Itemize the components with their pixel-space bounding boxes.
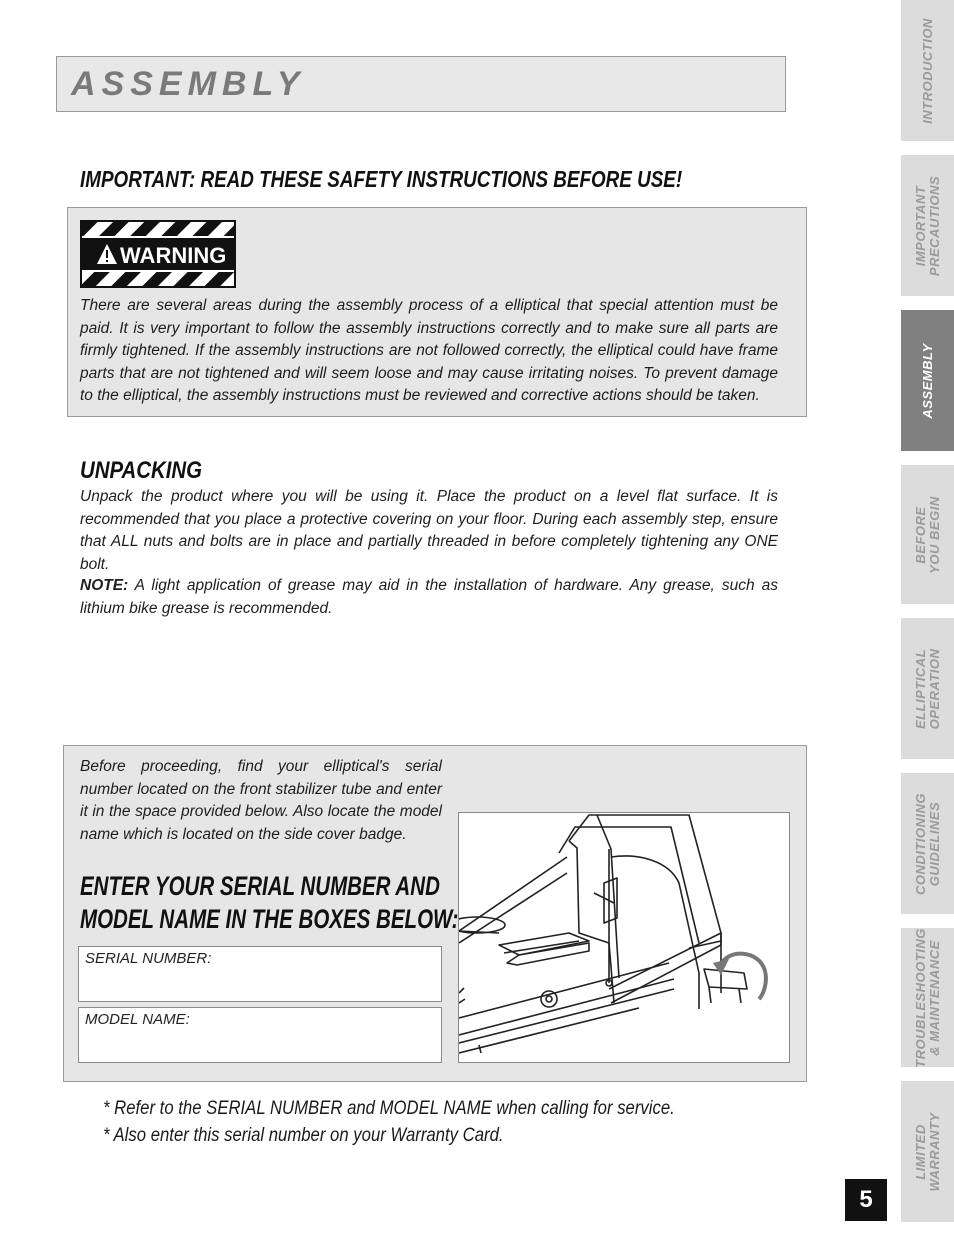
tab-troubleshooting-maintenance[interactable]	[901, 928, 954, 1067]
tab-assembly[interactable]	[901, 310, 954, 451]
enter-heading-line-1: ENTER YOUR SERIAL NUMBER AND	[80, 871, 440, 901]
warning-sign-label: WARNING	[120, 243, 227, 268]
serial-intro-text: Before proceeding, find your elliptical's serial number located on the front stabilizer tube and enter it in the space provided below. Also locate the model name which is located on the side cover badge.	[80, 758, 442, 843]
unpacking-heading: UNPACKING	[80, 457, 203, 484]
enter-serial-heading	[80, 870, 459, 936]
tab-conditioning-guidelines[interactable]	[901, 773, 954, 914]
tab-label: CONDITIONING GUIDELINES	[912, 792, 942, 895]
tab-label: ASSEMBLY	[919, 342, 935, 419]
footnotes	[103, 1095, 675, 1149]
warning-text: There are several areas during the assembly process of a elliptical that special attention must be paid. It is very important to follow the assembly instructions correctly and to make sure all parts are firmly tightened. If the assembly instructions are not followed correctly, the elliptical could have frame parts that are not tightened and will seem loose and may cause irritating noises. To prevent damage to the elliptical, the assembly instructions must be reviewed and corrective actions should be taken.	[80, 297, 778, 404]
tab-label: INTRODUCTION	[919, 17, 935, 124]
tab-introduction[interactable]	[901, 0, 954, 141]
serial-panel	[63, 745, 807, 1082]
tab-label: BEFORE YOU BEGIN	[912, 495, 942, 574]
model-name-field[interactable]	[78, 1007, 442, 1063]
warning-sign	[80, 220, 236, 288]
page-number: 5	[845, 1179, 887, 1221]
note-label: NOTE:	[80, 577, 129, 594]
note-text	[80, 575, 778, 620]
section-title: ASSEMBLY	[71, 65, 306, 103]
tab-limited-warranty[interactable]	[901, 1081, 954, 1222]
tab-elliptical-operation[interactable]	[901, 618, 954, 759]
serial-number-field[interactable]	[78, 946, 442, 1002]
tab-label: TROUBLESHOOTING & MAINTENANCE	[912, 927, 942, 1068]
elliptical-illustration	[458, 812, 790, 1063]
unpacking-text: Unpack the product where you will be using it. Place the product on a level flat surface. It is recommended that you place a protective covering on your floor. During each assembly step, ensure that ALL nuts and bolts are in place and partially threaded in before completely tightening any ONE bolt.	[80, 488, 778, 573]
enter-heading-line-2: MODEL NAME IN THE BOXES BELOW:	[80, 904, 459, 934]
section-title-box	[56, 56, 786, 112]
note-body: A light application of grease may aid in the installation of hardware. Any grease, such as lithium bike grease is recommended.	[80, 577, 778, 617]
footnote-1: * Refer to the SERIAL NUMBER and MODEL NAME when calling for service.	[103, 1098, 675, 1119]
tab-label: IMPORTANT PRECAUTIONS	[912, 175, 942, 276]
important-heading: IMPORTANT: READ THESE SAFETY INSTRUCTIONS BEFORE USE!	[80, 166, 683, 192]
serial-number-label: SERIAL NUMBER:	[85, 950, 212, 967]
tab-before-you-begin[interactable]	[901, 465, 954, 604]
tab-label: ELLIPTICAL OPERATION	[912, 648, 942, 729]
footnote-2: * Also enter this serial number on your Warranty Card.	[103, 1125, 504, 1146]
warning-panel	[67, 207, 807, 417]
tab-label: LIMITED WARRANTY	[912, 1111, 942, 1192]
section-sidebar	[901, 0, 954, 1235]
model-name-label: MODEL NAME:	[85, 1011, 190, 1028]
tab-important-precautions[interactable]	[901, 155, 954, 296]
